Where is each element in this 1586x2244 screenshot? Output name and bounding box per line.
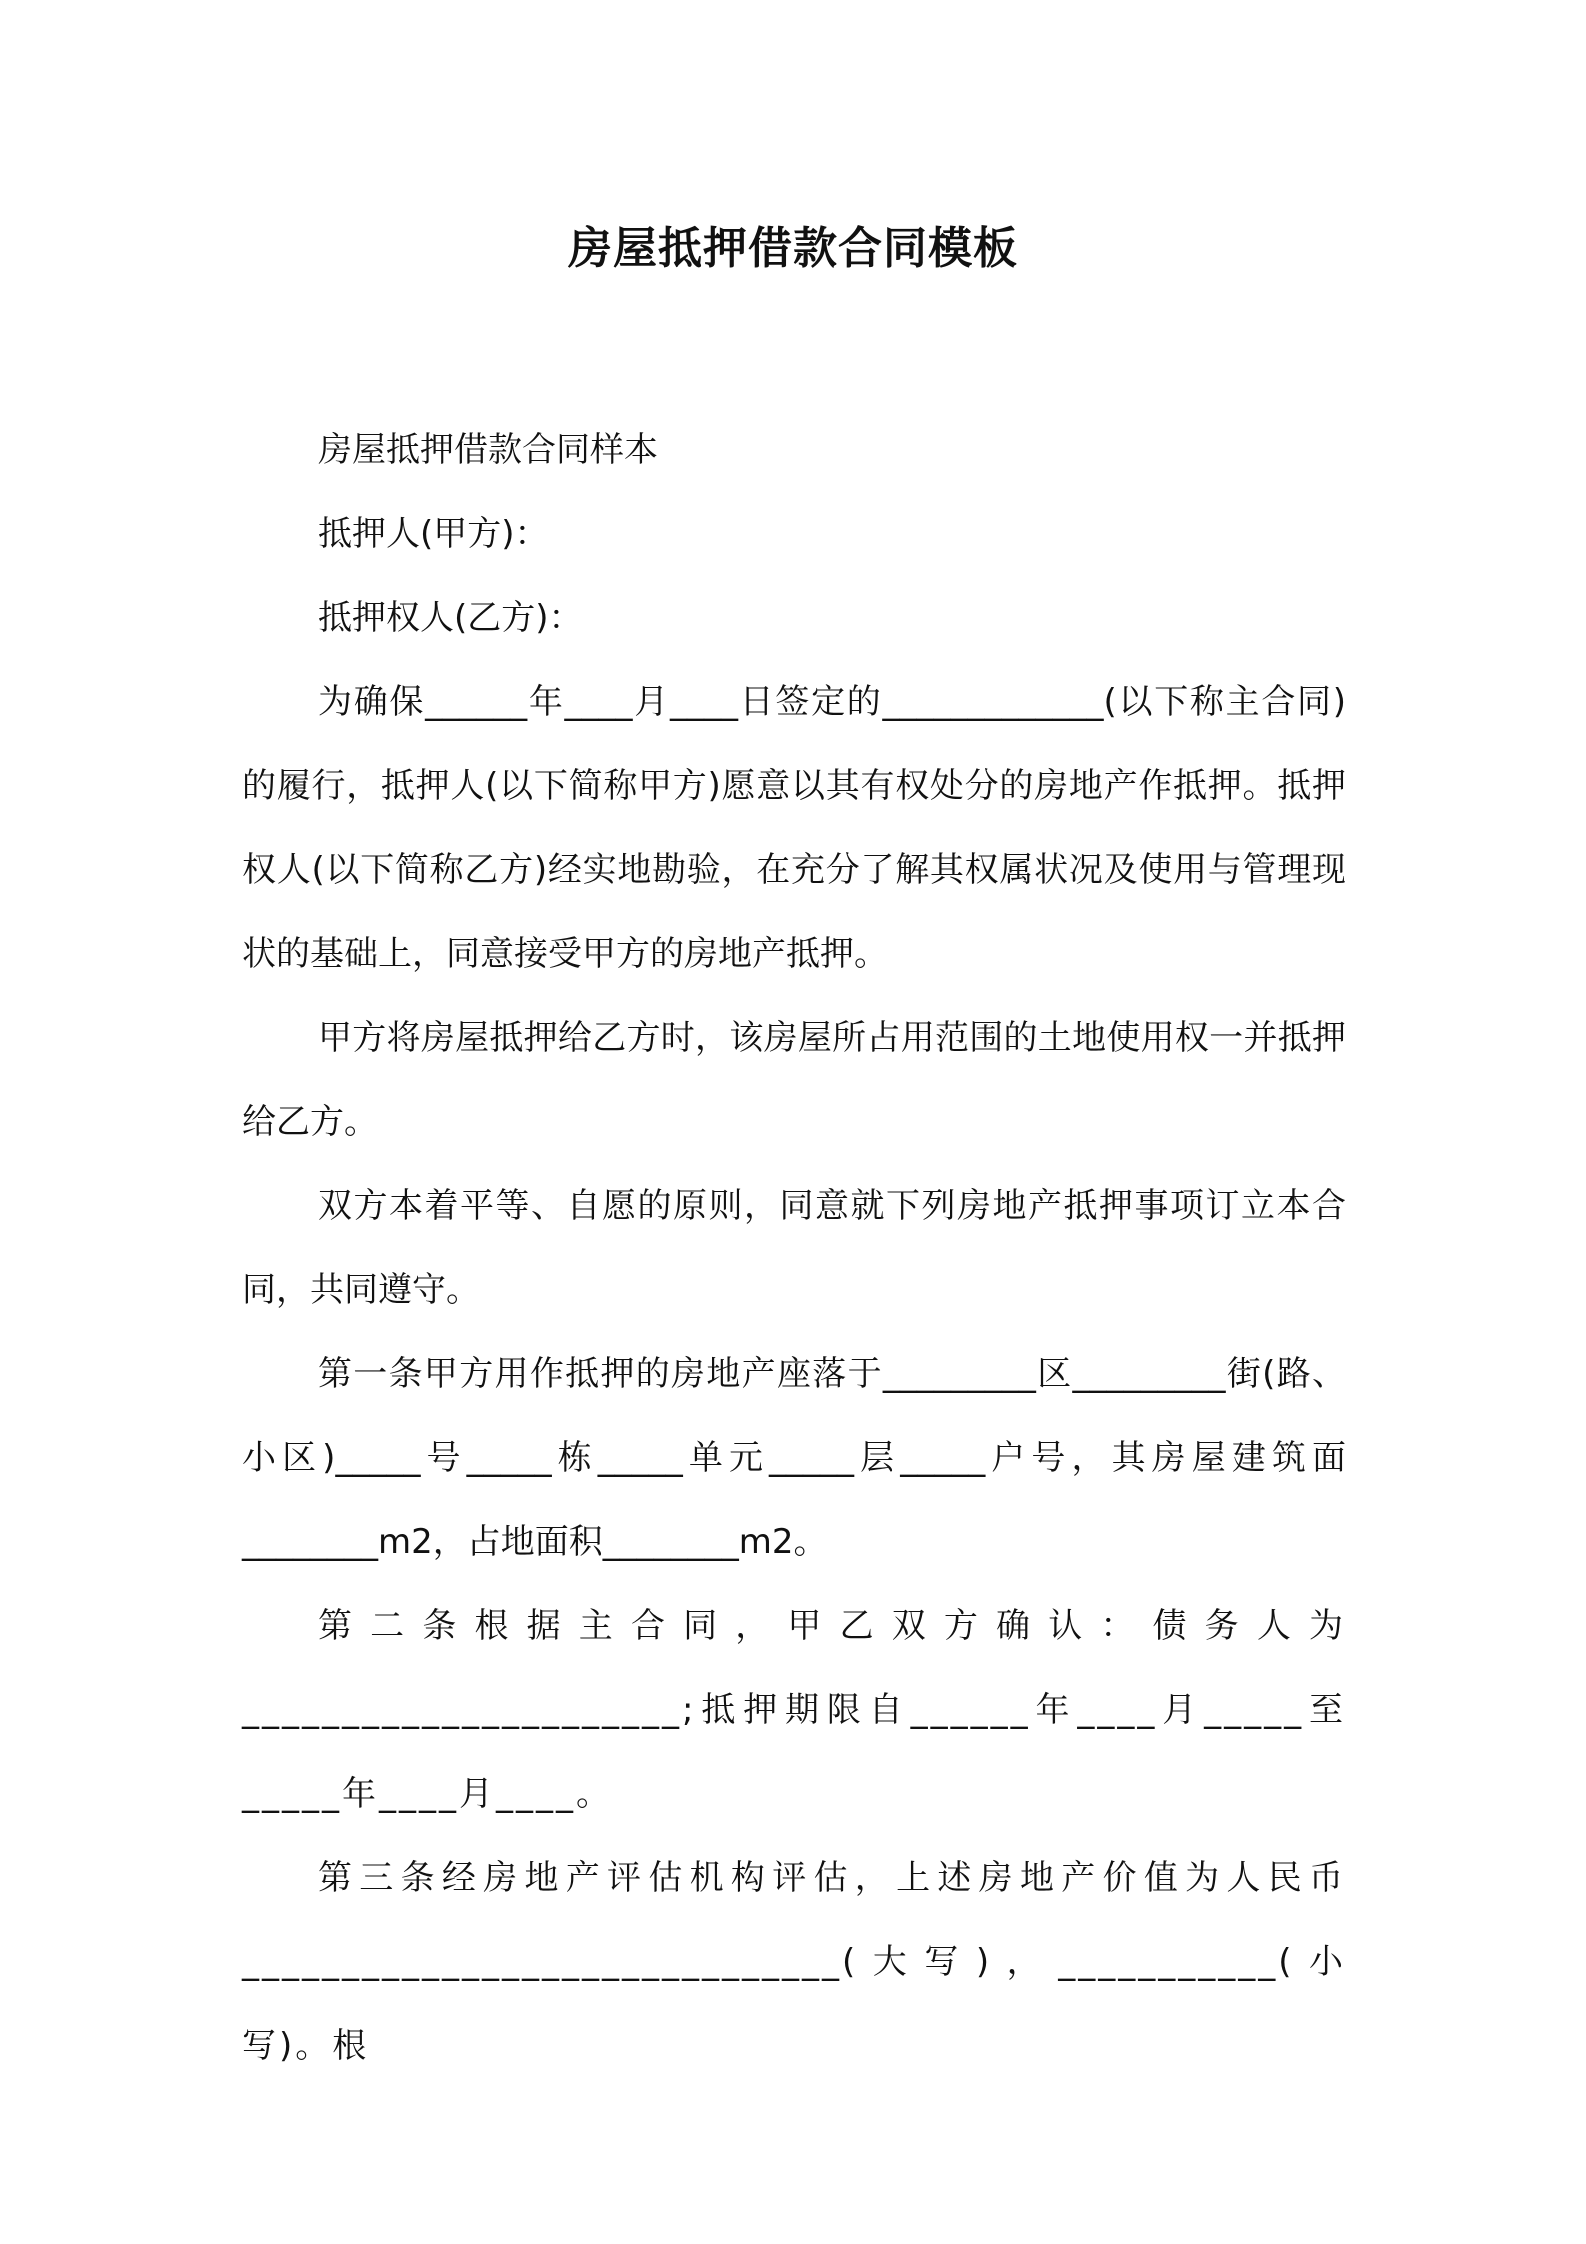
paragraph-article-3: 第三条经房地产评估机构评估，上述房地产价值为人民币______________________________(大写)，___________(小写)。根 <box>242 1858 1346 2066</box>
paragraph-mortgagee: 抵押权人(乙方)： <box>318 598 583 638</box>
paragraph-land-use-right: 甲方将房屋抵押给乙方时，该房屋所占用范围的土地使用权一并抵押给乙方。 <box>242 1018 1346 1142</box>
paragraph-mortgagor: 抵押人(甲方)： <box>318 514 549 554</box>
paragraph-article-1: 第一条甲方用作抵押的房地产座落于_________区_________街(路、小区)_____号_____栋_____单元_____层_____户号，其房屋建筑面________m2，占地面积________m2。 <box>242 1354 1346 1562</box>
document-title: 房屋抵押借款合同模板 <box>568 223 1018 274</box>
paragraph-purpose: 为确保______年____月____日签定的_____________(以下称主合同)的履行，抵押人(以下简称甲方)愿意以其有权处分的房地产作抵押。抵押权人(以下简称乙方)经实地勘验，在充分了解其权属状况及使用与管理现状的基础上，同意接受甲方的房地产抵押。 <box>242 682 1346 974</box>
paragraph-principle: 双方本着平等、自愿的原则，同意就下列房地产抵押事项订立本合同，共同遵守。 <box>242 1186 1346 1310</box>
document-body <box>242 408 1346 2088</box>
paragraph-sample-heading: 房屋抵押借款合同样本 <box>318 430 658 470</box>
paragraph-article-2: 第二条根据主合同，甲乙双方确认：债务人为______________________;抵押期限自______年____月_____至_____年____月____。 <box>242 1606 1346 1814</box>
